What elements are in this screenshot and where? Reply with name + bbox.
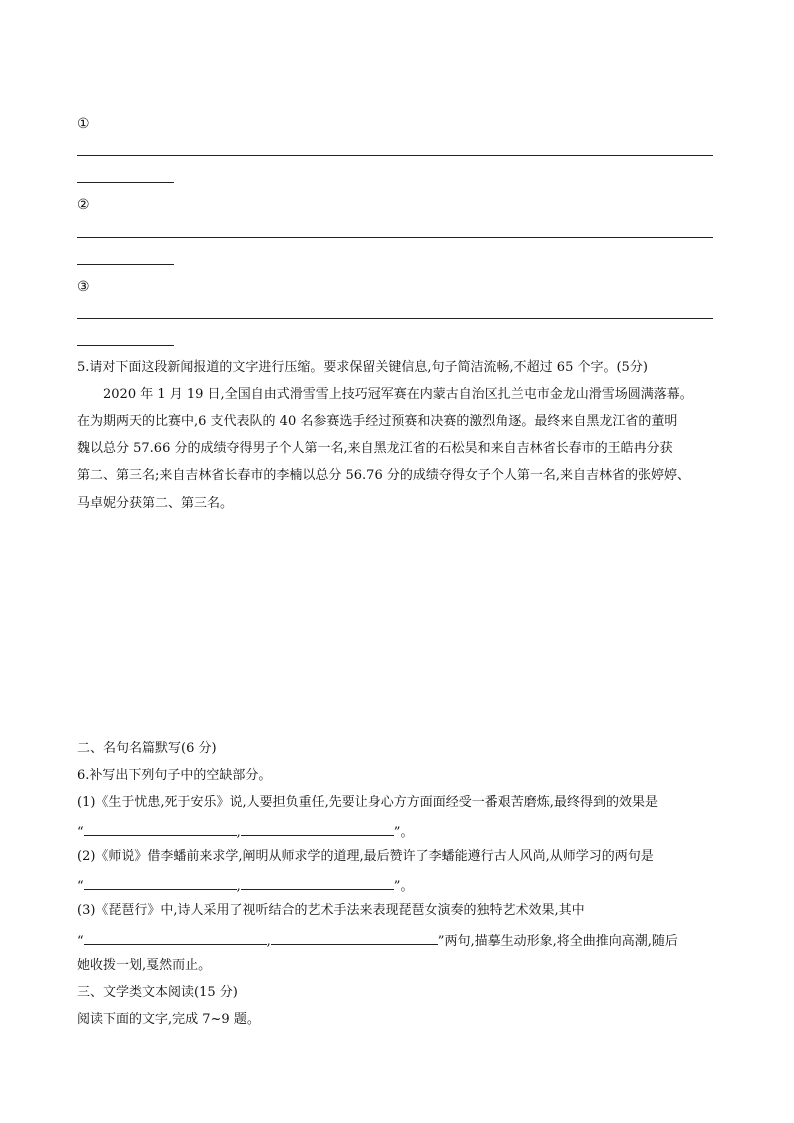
- item-1-text: (1)《生于忧患,死于安乐》说,人要担负重任,先要让身心方方面面经受一番艰苦磨炼,最终得到的效果是: [77, 795, 658, 810]
- item-3-blanks: [77, 932, 678, 948]
- close-quote-tail: ”两句,描摹生动形象,将全曲推向高潮,随后: [437, 934, 678, 949]
- answer-line-3b: [77, 345, 174, 346]
- blank-3b[interactable]: [271, 932, 438, 945]
- blank-1a[interactable]: [84, 823, 237, 836]
- open-quote: “: [77, 879, 84, 894]
- item-3-continuation: 她收拨一划,戛然而止。: [77, 958, 212, 973]
- comma: ,: [236, 825, 241, 840]
- blank-1b[interactable]: [241, 823, 394, 836]
- section-2-heading: 二、名句名篇默写(6 分): [77, 741, 217, 756]
- item-2-text: (2)《师说》借李蟠前来求学,阐明从师求学的道理,最后赞许了李蟠能遵行古人风尚,从师学习的两句是: [77, 849, 654, 864]
- passage-line-5: 马卓妮分获第二、第三名。: [77, 496, 234, 511]
- answer-line-2b: [77, 264, 174, 265]
- answer-line-1b: [77, 182, 174, 183]
- comma: ,: [266, 934, 271, 949]
- question-6-prompt: 6.补写出下列句子中的空缺部分。: [77, 768, 272, 783]
- answer-line-3a: [77, 318, 713, 319]
- answer-line-1a: [77, 155, 713, 156]
- passage-line-4: 第二、第三名;来自吉林省长春市的李楠以总分 56.76 分的成绩夺得女子个人第一名,来自吉林省的张婷婷、: [77, 468, 690, 483]
- answer-marker-3: ③: [77, 279, 90, 295]
- item-3-text: (3)《琵琶行》中,诗人采用了视听结合的艺术手法来表现琵琶女演奏的独特艺术效果,其中: [77, 903, 585, 918]
- section-3-instruction: 阅读下面的文字,完成 7~9 题。: [77, 1012, 260, 1027]
- passage-line-2: 在为期两天的比赛中,6 支代表队的 40 名参赛选手经过预赛和决赛的激烈角逐。最终来自黑龙江省的董明: [77, 414, 678, 429]
- blank-2a[interactable]: [84, 877, 237, 890]
- passage-line-3: 魏以总分 57.66 分的成绩夺得男子个人第一名,来自黑龙江省的石松昊和来自吉林省长春市的王皓冉分获: [77, 441, 673, 456]
- answer-marker-1: ①: [77, 116, 90, 132]
- passage-line-1: 2020 年 1 月 19 日,全国自由式滑雪雪上技巧冠军赛在内蒙古自治区扎兰屯市金龙山滑雪场圆满落幕。: [103, 387, 693, 402]
- answer-marker-2: ②: [77, 197, 90, 213]
- item-2-blanks: [77, 877, 413, 893]
- close-quote: ”。: [393, 879, 414, 894]
- close-quote: ”。: [393, 825, 414, 840]
- answer-line-2a: [77, 237, 713, 238]
- blank-3a[interactable]: [84, 932, 267, 945]
- item-1-blanks: [77, 823, 413, 839]
- question-5-prompt: 5.请对下面这段新闻报道的文字进行压缩。要求保留关键信息,句子简洁流畅,不超过 65 个字。(5分): [77, 360, 648, 375]
- blank-2b[interactable]: [241, 877, 394, 890]
- open-quote: “: [77, 934, 84, 949]
- comma: ,: [236, 879, 241, 894]
- open-quote: “: [77, 825, 84, 840]
- section-3-heading: 三、文学类文本阅读(15 分): [77, 985, 238, 1000]
